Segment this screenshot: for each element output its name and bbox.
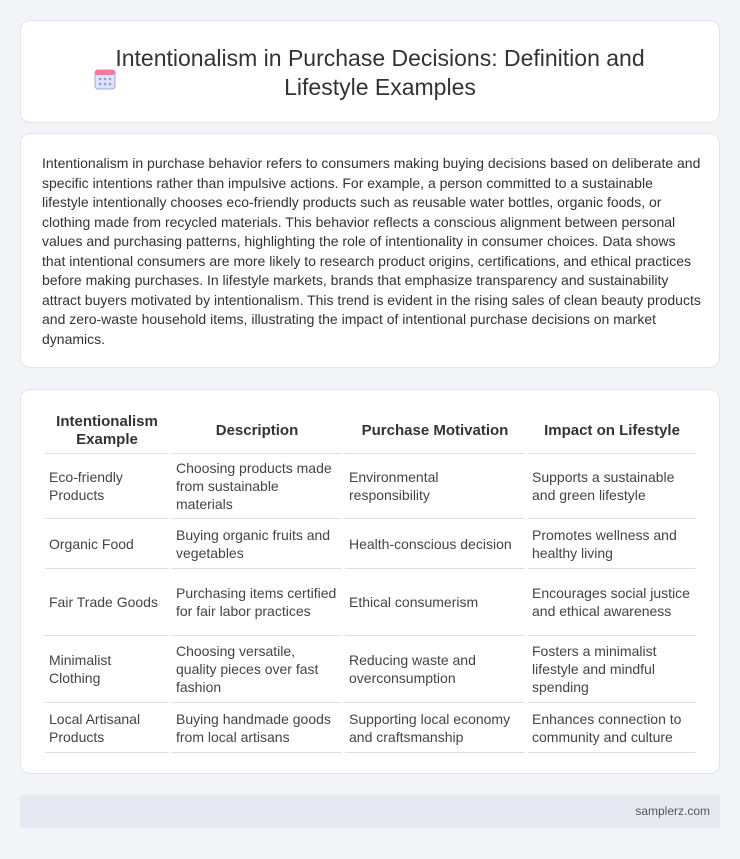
description-card (20, 133, 720, 368)
page-title: Intentionalism in Purchase Decisions: Definition and Lifestyle Examples (115, 45, 645, 100)
table-row (45, 569, 696, 636)
cell-motivation: Environmental responsibility (345, 454, 525, 519)
intro-paragraph: Intentionalism in purchase behavior refers to consumers making buying decisions based on deliberate and specific intentions rather than impulsive actions. For example, a person committed to a sustainable lifestyle intentionally chooses eco-friendly products such as reusable water bottles, organic foods, or clothing made from recycled materials. This behavior reflects a conscious alignment between personal values and purchasing patterns, highlighting the role of intentionality in consumer choices. Data shows that intentional consumers are more likely to research product origins, certifications, and ethical practices before making purchases. In lifestyle markets, brands that emphasize transparency and sustainability attract buyers motivated by intentionalism. This trend is evident in the rising sales of clean beauty products and zero-waste household items, illustrating the impact of intentional purchase decisions on market dynamics. (42, 155, 701, 347)
table-row (45, 703, 696, 753)
examples-table (42, 408, 699, 753)
footer-site-link[interactable]: samplerz.com (635, 804, 710, 818)
cell-motivation: Health-conscious decision (345, 519, 525, 569)
cell-motivation: Reducing waste and overconsumption (345, 636, 525, 703)
column-header-motivation: Purchase Motivation (345, 408, 525, 454)
cell-impact: Fosters a minimalist lifestyle and mindful spending (528, 636, 696, 703)
cell-impact: Enhances connection to community and culture (528, 703, 696, 753)
cell-impact: Promotes wellness and healthy living (528, 519, 696, 569)
table-row (45, 636, 696, 703)
cell-impact: Encourages social justice and ethical awareness (528, 569, 696, 636)
table-row (45, 519, 696, 569)
cell-example: Fair Trade Goods (45, 569, 169, 636)
footer-bar (20, 795, 720, 828)
cell-example: Minimalist Clothing (45, 636, 169, 703)
title-card (20, 20, 720, 123)
table-card (20, 389, 720, 774)
cell-motivation: Supporting local economy and craftsmanship (345, 703, 525, 753)
cell-motivation: Ethical consumerism (345, 569, 525, 636)
column-header-example: Intentionalism Example (45, 408, 169, 454)
cell-description: Choosing products made from sustainable materials (172, 454, 342, 519)
cell-example: Eco-friendly Products (45, 454, 169, 519)
column-header-impact: Impact on Lifestyle (528, 408, 696, 454)
column-header-description: Description (172, 408, 342, 454)
cell-description: Buying handmade goods from local artisans (172, 703, 342, 753)
cell-impact: Supports a sustainable and green lifestyle (528, 454, 696, 519)
table-row (45, 454, 696, 519)
cell-example: Local Artisanal Products (45, 703, 169, 753)
cell-description: Choosing versatile, quality pieces over fast fashion (172, 636, 342, 703)
cell-description: Purchasing items certified for fair labor practices (172, 569, 342, 636)
cell-description: Buying organic fruits and vegetables (172, 519, 342, 569)
cell-example: Organic Food (45, 519, 169, 569)
table-header-row (45, 408, 696, 454)
